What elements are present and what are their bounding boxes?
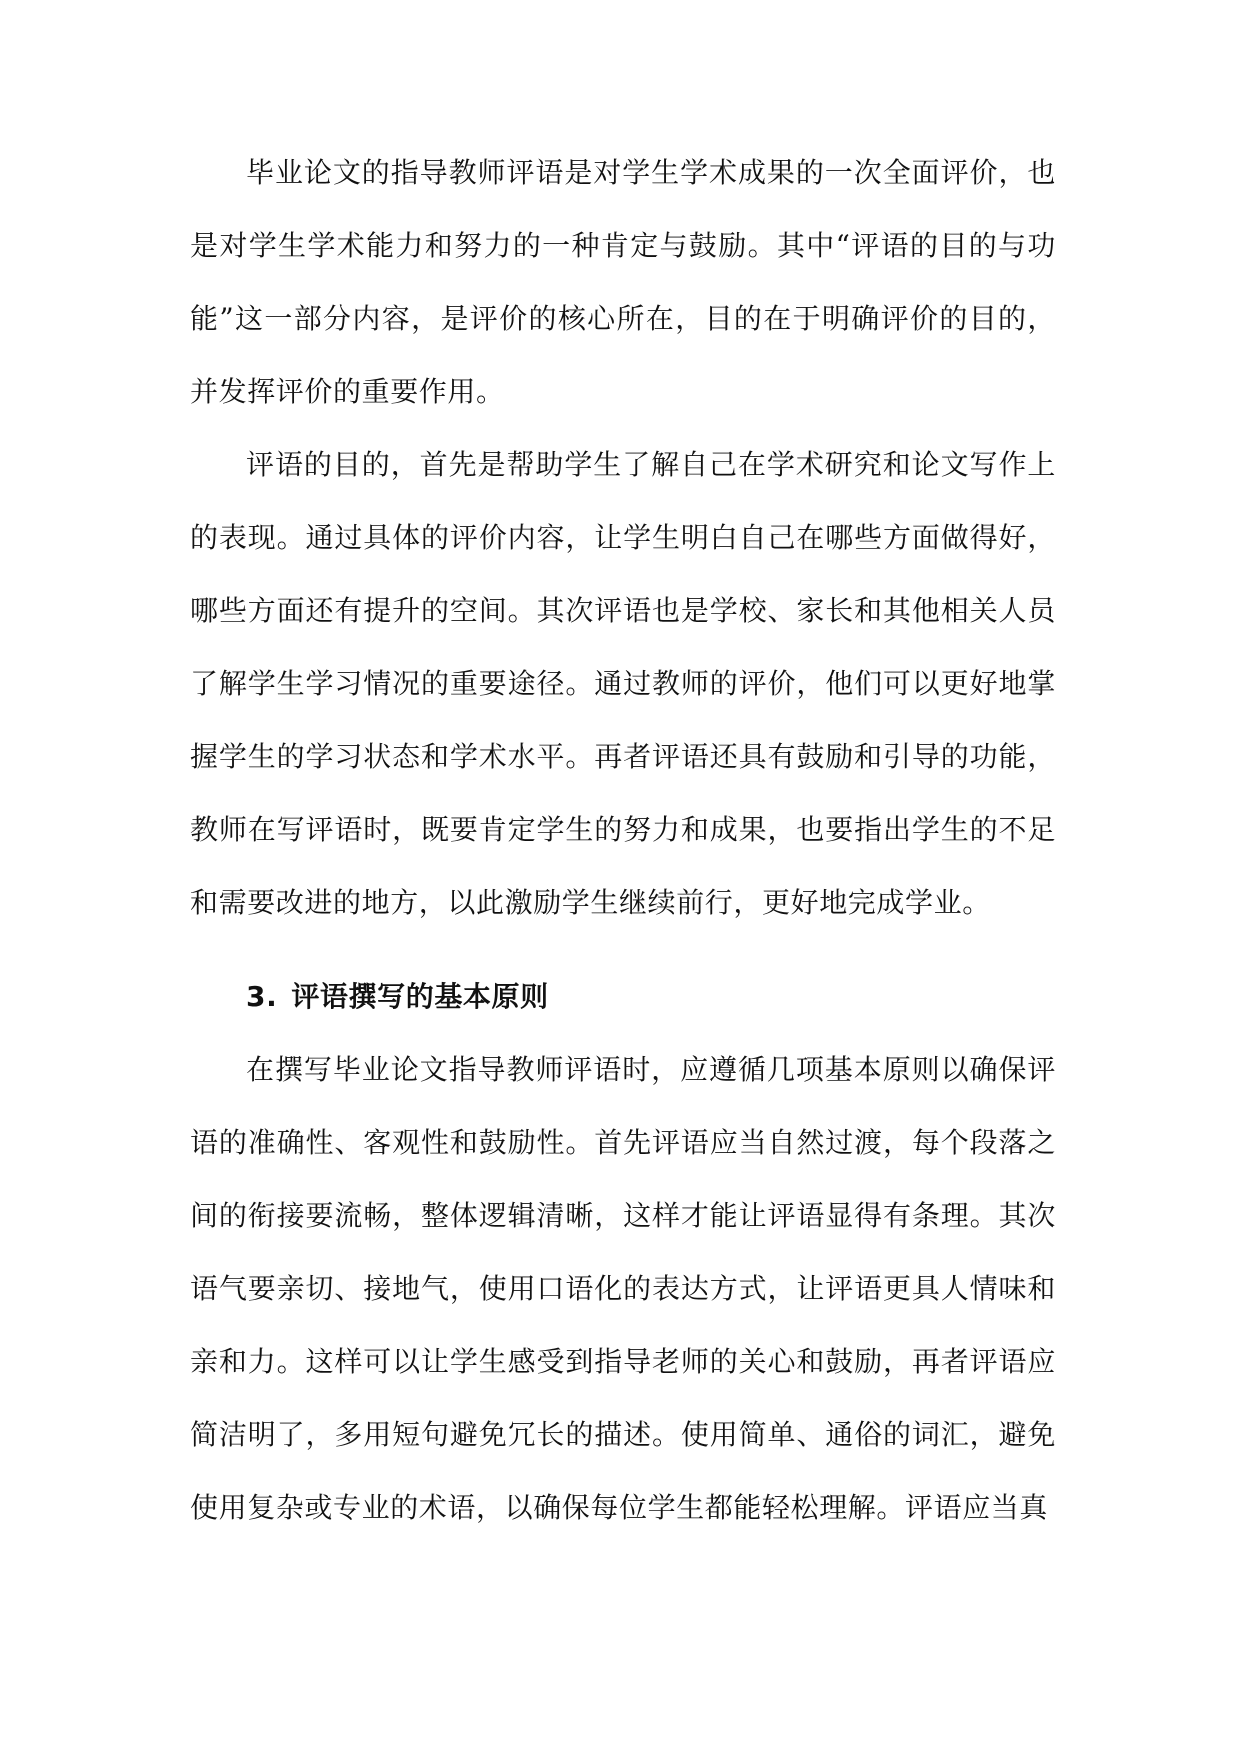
paragraph-principles: 在撰写毕业论文指导教师评语时，应遵循几项基本原则以确保评语的准确性、客观性和鼓励性。首先评语应当自然过渡，每个段落之间的衔接要流畅，整体逻辑清晰，这样才能让评语显得有条理。其次语气要亲切、接地气，使用口语化的表达方式，让评语更具人情味和亲和力。这样可以让学生感受到指导老师的关心和鼓励，再者评语应简洁明了，多用短句避免冗长的描述。使用简单、通俗的词汇，避免使用复杂或专业的术语，以确保每位学生都能轻松理解。评语应当真 <box>190 1053 1056 1524</box>
section-title: 评语撰写的基本原则 <box>291 980 549 1013</box>
document-body <box>190 136 1056 1544</box>
section-number: 3. <box>246 980 278 1013</box>
section-heading <box>190 960 1056 1033</box>
paragraph-purpose-detail: 评语的目的，首先是帮助学生了解自己在学术研究和论文写作上的表现。通过具体的评价内容，让学生明白自己在哪些方面做得好，哪些方面还有提升的空间。其次评语也是学校、家长和其他相关人员了解学生学习情况的重要途径。通过教师的评价，他们可以更好地掌握学生的学习状态和学术水平。再者评语还具有鼓励和引导的功能，教师在写评语时，既要肯定学生的努力和成果，也要指出学生的不足和需要改进的地方，以此激励学生继续前行，更好地完成学业。 <box>190 448 1056 919</box>
paragraph-purpose-intro: 毕业论文的指导教师评语是对学生学术成果的一次全面评价，也是对学生学术能力和努力的一种肯定与鼓励。其中“评语的目的与功能”这一部分内容，是评价的核心所在，目的在于明确评价的目的，并发挥评价的重要作用。 <box>190 156 1056 408</box>
